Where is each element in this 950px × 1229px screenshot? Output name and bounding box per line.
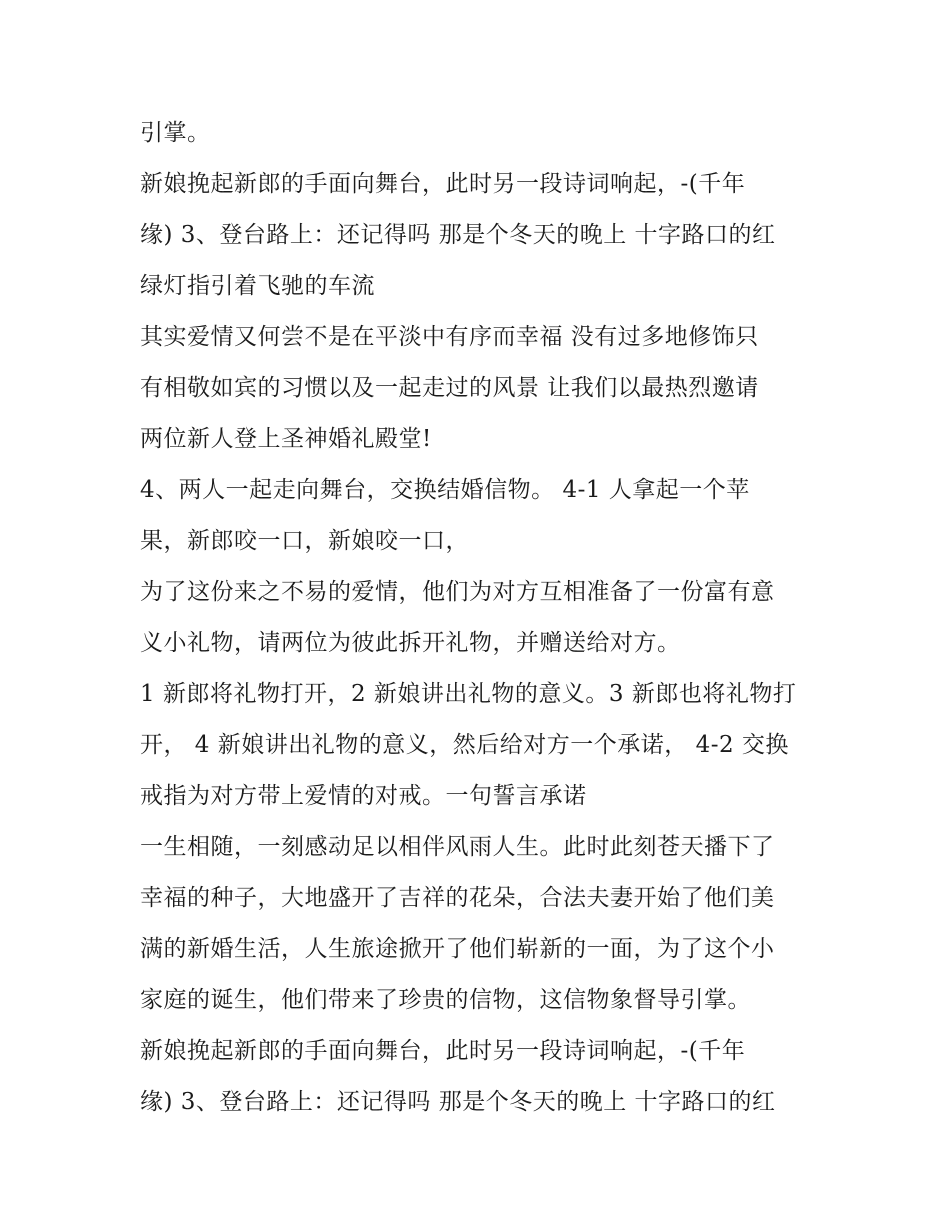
body-text [140,108,840,1128]
text-line: 1 新郎将礼物打开，2 新娘讲出礼物的意义。3 新郎也将礼物打 [140,681,797,707]
text-line: 缘) 3、登台路上：还记得吗 那是个冬天的晚上 十字路口的红 [140,222,776,248]
text-line: 有相敬如宾的习惯以及一起走过的风景 让我们以最热烈邀请 [140,375,759,401]
text-line: 果，新郎咬一口，新娘咬一口， [140,528,469,554]
text-line: 两位新人登上圣神婚礼殿堂! [140,426,432,452]
text-line: 4、两人一起走向舞台，交换结婚信物。 4-1 人拿起一个苹 [140,477,750,503]
text-line: 新娘挽起新郎的手面向舞台，此时另一段诗词响起，-(千年 [140,171,746,197]
text-line: 其实爱情又何尝不是在平淡中有序而幸福 没有过多地修饰只 [140,324,759,350]
text-line: 满的新婚生活，人生旅途掀开了他们崭新的一面，为了这个小 [140,936,775,962]
text-line: 戒指为对方带上爱情的对戒。一句誓言承诺 [140,783,587,809]
text-line: 义小礼物，请两位为彼此拆开礼物，并赠送给对方。 [140,630,681,656]
text-line: 引掌。 [140,120,211,146]
text-line: 幸福的种子，大地盛开了吉祥的花朵，合法夫妻开始了他们美 [140,885,775,911]
text-line: 一生相随，一刻感动足以相伴风雨人生。此时此刻苍天播下了 [140,834,775,860]
text-line: 开， 4 新娘讲出礼物的意义，然后给对方一个承诺， 4-2 交换 [140,732,789,758]
text-line: 新娘挽起新郎的手面向舞台，此时另一段诗词响起，-(千年 [140,1038,746,1064]
text-line: 为了这份来之不易的爱情，他们为对方互相准备了一份富有意 [140,579,775,605]
text-line: 家庭的诞生，他们带来了珍贵的信物，这信物象督导引掌。 [140,987,751,1013]
text-line: 绿灯指引着飞驰的车流 [140,273,375,299]
text-line: 缘) 3、登台路上：还记得吗 那是个冬天的晚上 十字路口的红 [140,1089,776,1115]
